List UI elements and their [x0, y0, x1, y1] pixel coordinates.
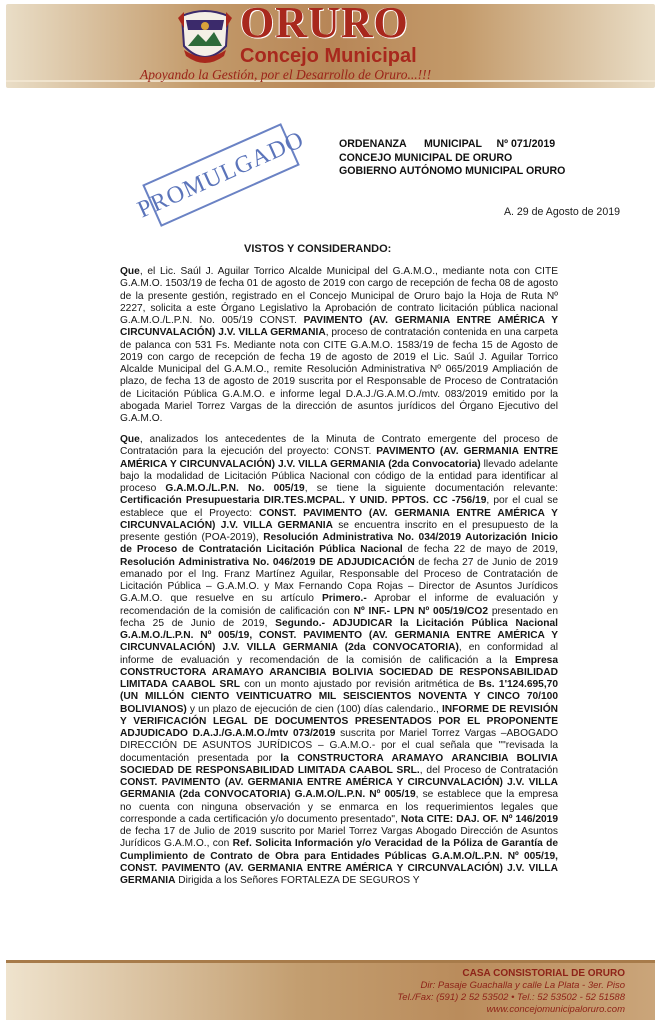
- paragraph-1: [120, 266, 558, 425]
- bold-run: Primero.-: [322, 593, 367, 605]
- text-run: , por el cual se establece que el Proyecto:: [120, 495, 558, 519]
- letterhead-title: ORURO: [240, 0, 409, 47]
- bold-run: Segundo.- ADJUDICAR la Licitación Pública Nacional G.A.M.O./L.P.N. Nº 005/19, CONST. PAVIMENTO (AV. GERMANIA ENTRE AMÉRICA Y CIRCUNVALACIÓN) J.V. VILLA GERMANIA (2da CONVOCATORIA): [120, 617, 558, 654]
- text-run: , se tiene la siguiente documentación relevante:: [304, 483, 558, 494]
- shield-crest-icon: [176, 6, 234, 70]
- text-run: de fecha 17 de Julio de 2019 suscrito por Mariel Torrez Vargas Abogado Dirección de Asuntos Jurídicos G.A.M.O., con: [120, 826, 558, 850]
- bold-run: la CONSTRUCTORA ARAMAYO ARANCIBIA BOLIVIA SOCIEDAD DE RESPONSABILIDAD LIMITADA CAABOL SRL.: [120, 752, 558, 776]
- text-run: , del Proceso de Contratación: [419, 764, 558, 776]
- bold-run: Que: [120, 434, 140, 445]
- text-run: Dirigida a los Señores FORTALEZA DE SEGUROS Y: [175, 875, 420, 886]
- bold-run: Que: [120, 266, 140, 277]
- document-date: A. 29 de Agosto de 2019: [503, 206, 620, 218]
- text-run: , proceso de contratación contenida en una carpeta de palanca con 531 Fs. Mediante nota con CITE G.A.M.O. 1583/19 de fecha 15 de Agosto de 2019 con cargo de recepción de fecha 19 de agosto de 2019 el Lic. Saúl J. Aguilar Torrico Alcalde Municipal del G.A.M.O., remite Resolución Administrativa Nº 065/2019 Ampliación de plazo, de fecha 13 de agosto de 2019 suscrita por el Responsable de Proceso de Contratación de Licitación Pública G.A.M.O. e informe legal D.A.J./G.A.M.O./mtv. 083/2019 emitido por la abogada Mariel Torrez Vargas de la dirección de asuntos jurídicos del Órgano Ejecutivo del G.A.M.O.: [120, 327, 558, 424]
- text-run: se encuentra inscrito en el presupuesto de la presente gestión (POA-2019),: [120, 519, 558, 543]
- paragraph-2: [120, 434, 558, 887]
- text-run: Aprobar el informe de evaluación y recomendación de la comisión de calificación con: [120, 593, 558, 617]
- section-title: VISTOS Y CONSIDERANDO:: [244, 243, 392, 255]
- text-run: llevado adelante bajo la modalidad de Licitación Pública Nacional con código de la entidad para identificar al proceso: [120, 458, 558, 494]
- bold-run: CONST. PAVIMENTO (AV. GERMANIA ENTRE AMÉRICA Y CIRCUNVALACIÓN) J.V. VILLA GERMANIA: [120, 507, 558, 531]
- letterhead-slogan: Apoyando la Gestión, por el Desarrollo de Oruro...!!!: [140, 67, 432, 82]
- bold-run: PAVIMENTO (AV. GERMANIA ENTRE AMÉRICA Y CIRCUNVALACIÓN) J.V. VILLA GERMANIA (2da Convocatoria): [120, 446, 559, 470]
- ordinance-number: ORDENANZA MUNICIPAL Nº 071/2019: [339, 138, 556, 150]
- footer-phone: Tel./Fax: (591) 2 52 53502 • Tel.: 52 53502 - 52 51588: [397, 992, 625, 1003]
- footer-address: Dir: Pasaje Guachalla y calle La Plata - 3er. Piso: [420, 980, 625, 991]
- letterhead-subtitle: Concejo Municipal: [240, 45, 417, 67]
- bold-run: Nº INF.- LPN Nº 005/19/CO2: [353, 605, 488, 617]
- stamp-text: PROMULGADO: [142, 123, 300, 227]
- text-run: , analizados los antecedentes de la Minuta de Contrato emergente del proceso de Contratación para la ejecución del proyecto: CONST.: [120, 434, 558, 458]
- text-run: suscrita por Mariel Torrez Vargas –ABOGADO DIRECCIÓN DE ASUNTOS JURÍDICOS – G.A.M.O.- por el cual señala que ""revisada la documentación presentada por: [120, 728, 558, 764]
- bold-run: Resolución Administrativa No. 046/2019 DE ADJUDICACIÓN: [120, 556, 415, 568]
- bold-run: Nota CITE: DAJ. OF. Nº 146/2019: [400, 813, 558, 825]
- text-run: y un plazo de ejecución de cien (100) días calendario.,: [186, 703, 442, 715]
- footer-band: [6, 960, 655, 1020]
- bold-run: PAVIMENTO (AV. GERMANIA ENTRE AMÉRICA Y CIRCUNVALACIÓN) J.V. VILLA GERMANIA: [120, 315, 558, 339]
- bold-run: CONST. PAVIMENTO (AV. GERMANIA ENTRE AMÉRICA Y CIRCUNVALACIÓN) J.V. VILLA GERMANIA (2da CONVOCATORIA) G.A.M.O/L.P.N. Nº 005/19: [120, 777, 558, 801]
- council-name: CONCEJO MUNICIPAL DE ORURO: [339, 151, 513, 164]
- bold-run: INFORME DE REVISIÓN Y VERIFICACIÓN LEGAL DE DOCUMENTOS PRESENTADOS POR EL PROPONENTE ADJUDICADO D.A.J./G.A.M.O./mtv 073/2019: [120, 703, 558, 739]
- government-name: GOBIERNO AUTÓNOMO MUNICIPAL ORURO: [339, 165, 566, 177]
- bold-run: Ref. Solicita Información y/o Veracidad de la Póliza de Garantía de Cumplimiento de Contrato de Obra para Entidades Públicas G.A.M.O/L.P.N. Nº 005/19, CONST. PAVIMENTO (AV. GERMANIA ENTRE AMÉRICA Y CIRCUNVALACIÓN) J.V. VILLA GERMANIA: [120, 838, 559, 886]
- footer-rule: [6, 960, 655, 963]
- text-run: de fecha 27 de Junio de 2019 emanado por el Ing. Franz Martínez Aguilar, Responsable del Proceso de Contratación de Licitación Pública – G.A.M.O. y Max Fernando Copa Rojas – Director de Asuntos Jurídicos G.A.M.O. que resuelve en su artículo: [120, 556, 558, 605]
- footer-institution: CASA CONSISTORIAL DE ORURO: [462, 968, 625, 979]
- bold-run: Resolución Administrativa No. 034/2019 Autorización Inicio de Proceso de Contratación Licitación Pública Nacional: [120, 532, 558, 556]
- text-run: de fecha 22 de mayo de 2019,: [402, 544, 558, 556]
- text-run: , en conformidad al informe de evaluación y recomendación de la comisión de calificación a la: [120, 642, 558, 666]
- bold-run: Bs. 1'124.695,70 (UN MILLÓN CIENTO VEINTICUATRO MIL SEISCIENTOS NOVENTA Y CINCO 70/100 BOLIVIANOS): [120, 679, 558, 715]
- promulgado-stamp: [133, 123, 309, 227]
- text-run: presentado en fecha 25 de Junio de 2019,: [120, 605, 558, 629]
- ordinance-header: [339, 138, 639, 179]
- footer-website[interactable]: www.concejomunicipaloruro.com: [486, 1004, 625, 1015]
- text-run: con un monto ajustado por revisión aritmética de: [239, 679, 479, 690]
- bold-run: Empresa CONSTRUCTORA ARAMAYO ARANCIBIA BOLIVIA SOCIEDAD DE RESPONSABILIDAD LIMITADA CAABOL SRL: [120, 654, 558, 690]
- bold-run: Certificación Presupuestaria DIR.TES.MCPAL. Y UNID. PPTOS. CC -756/19: [120, 495, 487, 507]
- text-run: , el Lic. Saúl J. Aguilar Torrico Alcalde Municipal del G.A.M.O., mediante nota con CITE G.A.M.O. 1503/19 de fecha 01 de agosto de 2019 con cargo de recepción de fecha 08 de agosto de la presente gestión, registrado en el Concejo Municipal de Oruro bajo la Hoja de Ruta Nº 2227, solicita a este Órgano Legislativo la Aprobación de contrato licitación pública nacional G.A.M.O./L.P.N. No. 005/19 CONST.: [120, 266, 558, 326]
- text-run: , se establece que la empresa no cuenta con ninguna observación y se enmarca en los requerimientos legales que corresponde a cada certificación y/o documento presentado",: [120, 789, 558, 825]
- bold-run: G.A.M.O./L.P.N. No. 005/19: [165, 483, 305, 494]
